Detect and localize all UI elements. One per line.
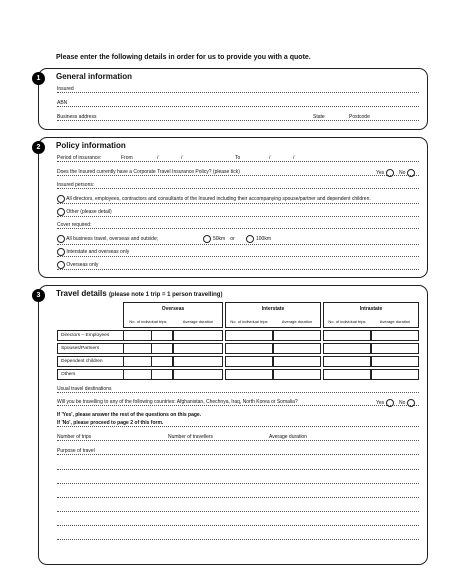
section-title [56,289,222,298]
section-number: 3 [32,289,45,302]
subheader-trips: No. of individual trips [129,319,167,324]
general-information-section [38,68,428,130]
purpose-line[interactable] [57,483,419,484]
section-title: Policy information [56,141,126,150]
table-cell-input[interactable] [173,356,223,367]
other-label: Other (please detail) [66,209,112,215]
from-label: From [121,155,133,161]
travel-title-note: (please note 1 trip = 1 person travelling) [108,292,223,298]
subheader-trips: No. of individual trips [230,319,268,324]
section-title: General information [56,72,133,81]
yes-radio[interactable] [386,169,394,177]
no-label: No [399,170,406,176]
interstate-label: Interstate and overseas only [66,249,130,255]
purpose-line[interactable] [57,539,419,540]
trips-travellers-field[interactable] [57,433,419,441]
business-address-label: Business address [57,114,97,120]
100km-radio[interactable] [246,235,254,243]
subheader-avg: Average duration [379,319,411,324]
number-of-travellers-label: Number of travellers [168,434,214,440]
divider [57,244,419,245]
overseas-radio[interactable] [57,261,65,269]
intro-text: Please enter the following details in order for us to provide you with a quote. [56,54,311,61]
100km-label: 100km [256,236,272,242]
date-slash: / [157,155,159,161]
business-address-field[interactable] [57,113,419,121]
subheader-trips: No. of individual trips [328,319,366,324]
current-policy-yes[interactable] [376,169,394,177]
all-business-label: All business travel, overseas and outside; [66,236,159,242]
if-no-note [57,419,419,427]
other-radio[interactable] [57,208,65,216]
table-cell-input[interactable] [225,343,273,354]
table-cell-input[interactable] [225,356,273,367]
option-other[interactable] [57,207,419,217]
col-interstate: Interstate [261,306,285,312]
yes-label: Yes [376,170,385,176]
if-yes-note: If 'Yes', please answer the rest of the questions on this page. [57,412,202,418]
table-cell-input[interactable] [123,330,173,341]
option-100km[interactable] [246,235,271,243]
table-cell-input[interactable] [371,330,419,341]
table-cell-input[interactable] [323,343,371,354]
table-cell-input[interactable] [273,369,321,380]
overseas-label: Overseas only [66,262,99,268]
table-cell-input[interactable] [273,356,321,367]
purpose-line[interactable] [57,469,419,470]
all-business-radio[interactable] [57,235,65,243]
abn-field[interactable] [57,99,419,107]
option-all-business[interactable] [57,234,419,244]
postcode-label: Postcode [349,114,370,120]
table-cell-input[interactable] [173,343,223,354]
period-field[interactable] [57,154,419,162]
if-no-text: If 'No', please proceed to page 2 of this form. [57,420,164,426]
subheader-avg: Average duration [182,319,214,324]
table-cell-input[interactable] [371,343,419,354]
purpose-line[interactable] [57,511,419,512]
option-50km[interactable] [203,235,235,243]
number-of-trips-label: Number of trips [57,434,92,440]
abn-label: ABN [57,100,68,106]
col-intrastate: Intrastate [359,306,383,312]
table-cell-input[interactable] [371,369,419,380]
yes-label: Yes [376,400,385,406]
or-label: or [230,236,235,242]
table-row-label: Directors – Employees [57,330,152,341]
travel-title-text: Travel details [56,289,107,298]
yes-radio[interactable] [386,399,394,407]
option-overseas[interactable] [57,260,419,270]
current-policy-label: Does the Insured currently have a Corporate Travel Insurance Policy? (please tick) [57,169,240,175]
table-row-label: Spouses/Partners [57,343,152,354]
table-cell-input[interactable] [225,330,273,341]
col-overseas: Overseas [161,306,185,312]
table-cell-input[interactable] [323,330,371,341]
section-number: 2 [32,141,45,154]
policy-information-section [38,137,428,278]
table-cell-input[interactable] [173,369,223,380]
purpose-field[interactable] [57,447,419,455]
table-cell-input[interactable] [273,330,321,341]
interstate-radio[interactable] [57,248,65,256]
table-cell-input[interactable] [371,356,419,367]
usual-destinations-label: Usual travel destinations [57,386,112,392]
table-cell-input[interactable] [323,369,371,380]
table-cell-input[interactable] [225,369,273,380]
to-label: To [235,155,241,161]
travel-details-section [38,285,428,565]
all-directors-radio[interactable] [57,195,65,203]
table-cell-input[interactable] [123,356,173,367]
all-directors-label: All directors, employees, contractors and consultants of the Insured including their accompanying spouse/partner and dependent children. [66,196,371,202]
usual-destinations-field[interactable] [57,385,419,393]
table-row-label: Others [57,369,152,380]
no-radio[interactable] [407,169,415,177]
subheader-avg: Average duration [281,319,313,324]
countries-no[interactable] [399,399,415,407]
option-interstate[interactable] [57,247,419,257]
countries-yes[interactable] [376,399,394,407]
table-cell-input[interactable] [123,343,173,354]
insured-persons-heading [57,181,419,189]
cover-required-label: Cover required: [57,222,92,228]
no-label: No [399,400,406,406]
table-cell-input[interactable] [323,356,371,367]
table-cell-input[interactable] [173,330,223,341]
purpose-line[interactable] [57,525,419,526]
period-label: Period of insurance: [57,155,102,161]
state-label: State [313,114,325,120]
table-cell-input[interactable] [123,369,173,380]
section-number: 1 [32,72,45,85]
date-slash: / [181,155,183,161]
average-duration-label: Average duration [269,434,307,440]
table-row-label: Dependent children [57,356,152,367]
50km-radio[interactable] [203,235,211,243]
cover-required-heading [57,221,419,229]
current-policy-question [57,168,419,176]
table-cell-input[interactable] [273,343,321,354]
option-all-directors[interactable] [57,194,419,204]
current-policy-no[interactable] [399,169,415,177]
no-radio[interactable] [407,399,415,407]
50km-label: 50km [213,236,226,242]
date-slash: / [269,155,271,161]
insured-persons-label: Insured persons: [57,182,95,188]
date-slash: / [293,155,295,161]
countries-question [57,398,419,406]
purpose-line[interactable] [57,497,419,498]
insured-label: Insured [57,86,74,92]
countries-question-label: Will you be travelling to any of the following countries: Afghanistan, Chechnya, Iraq, North Korea or Somalia? [57,399,298,405]
purpose-label: Purpose of travel [57,448,95,454]
insured-field[interactable] [57,85,419,93]
